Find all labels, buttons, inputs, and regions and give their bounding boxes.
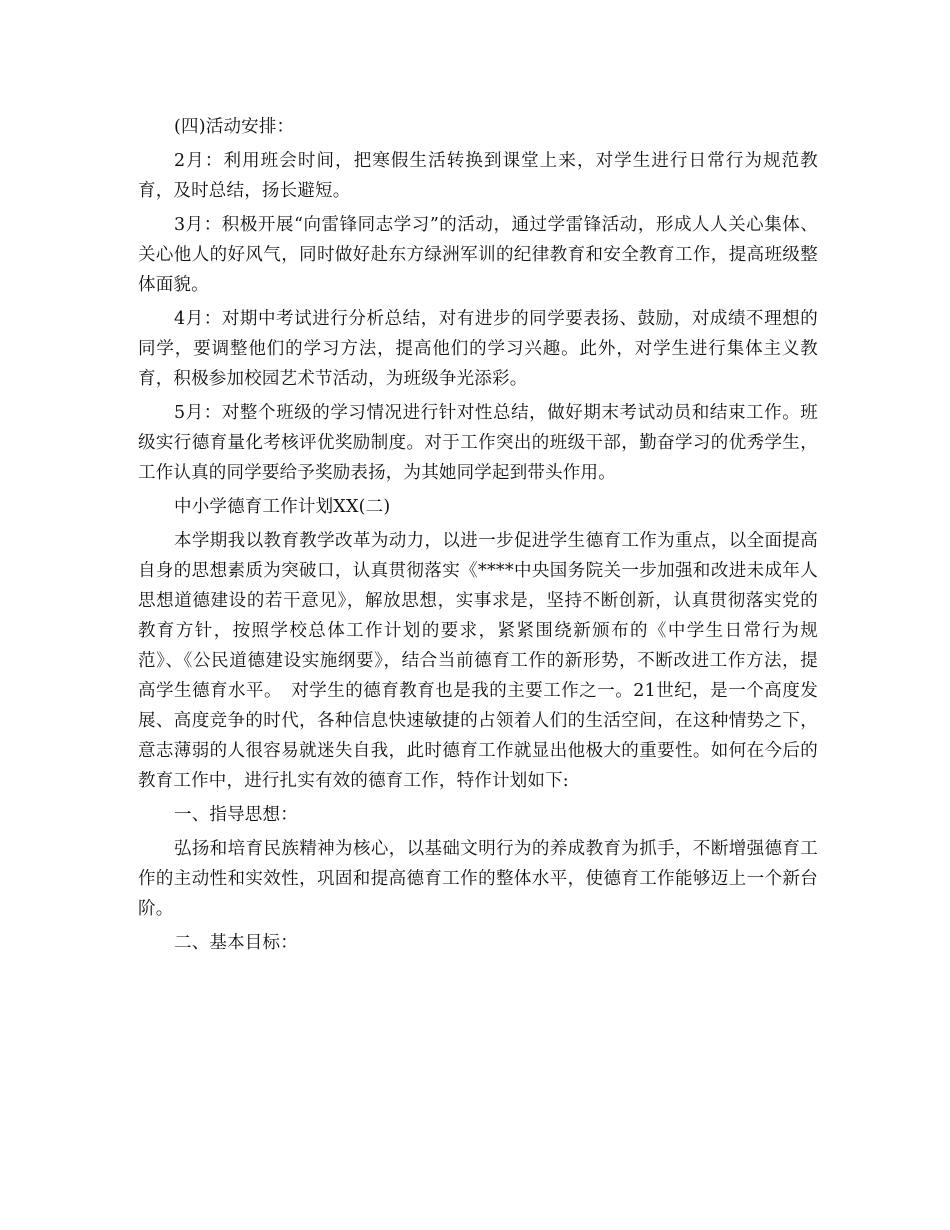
paragraph-intro: 本学期我以教育教学改革为动力，以进一步促进学生德育工作为重点，以全面提高自身的思想素质为突破口，认真贯彻落实《****中央国务院关一步加强和改进未成年人思想道德建设的若干意见》，解放思想，实事求是，坚持不断创新，认真贯彻落实党的教育方针，按照学校总体工作计划的要求，紧紧围绕新颁布的《中学生日常行为规范》、《公民道德建设实施纲要》，结合当前德育工作的新形势，不断改进工作方法，提高学生德育水平。 对学生的德育教育也是我的主要工作之一。21世纪，是一个高度发展、高度竞争的时代，各种信息快速敏捷的占领着人们的生活空间，在这种情势之下，意志薄弱的人很容易就迷失自我，此时德育工作就显出他极大的重要性。如何在今后的教育工作中，进行扎实有效的德育工作，特作计划如下: bbox=[138, 531, 818, 791]
paragraph-february: 2月：利用班会时间，把寒假生活转换到课堂上来，对学生进行日常行为规范教育，及时总结，扬长避短。 bbox=[138, 151, 818, 201]
paragraph-march: 3月：积极开展“向雷锋同志学习”的活动，通过学雷锋活动，形成人人关心集体、关心他人的好风气，同时做好赴东方绿洲军训的纪律教育和安全教育工作，提高班级整体面貌。 bbox=[138, 215, 818, 295]
document-page bbox=[138, 112, 818, 958]
section-heading-activities: (四)活动安排： bbox=[174, 117, 295, 137]
paragraph-guiding-thought: 弘扬和培育民族精神为核心，以基础文明行为的养成教育为抓手，不断增强德育工作的主动性和实效性，巩固和提高德育工作的整体水平，使德育工作能够迈上一个新台阶。 bbox=[138, 839, 818, 919]
section-heading-guiding-thought: 一、指导思想： bbox=[174, 805, 298, 825]
section-heading-basic-goals: 二、基本目标： bbox=[174, 933, 298, 953]
paragraph-may: 5月：对整个班级的学习情况进行针对性总结，做好期末考试动员和结束工作。班级实行德育量化考核评优奖励制度。对于工作突出的班级干部，勤奋学习的优秀学生，工作认真的同学要给予奖励表扬，为其她同学起到带头作用。 bbox=[138, 403, 818, 483]
paragraph-april: 4月：对期中考试进行分析总结，对有进步的同学要表扬、鼓励，对成绩不理想的同学，要调整他们的学习方法，提高他们的学习兴趣。此外，对学生进行集体主义教育，积极参加校园艺术节活动，为班级争光添彩。 bbox=[138, 309, 818, 389]
plan-title-two: 中小学德育工作计划XX(二) bbox=[174, 497, 391, 517]
